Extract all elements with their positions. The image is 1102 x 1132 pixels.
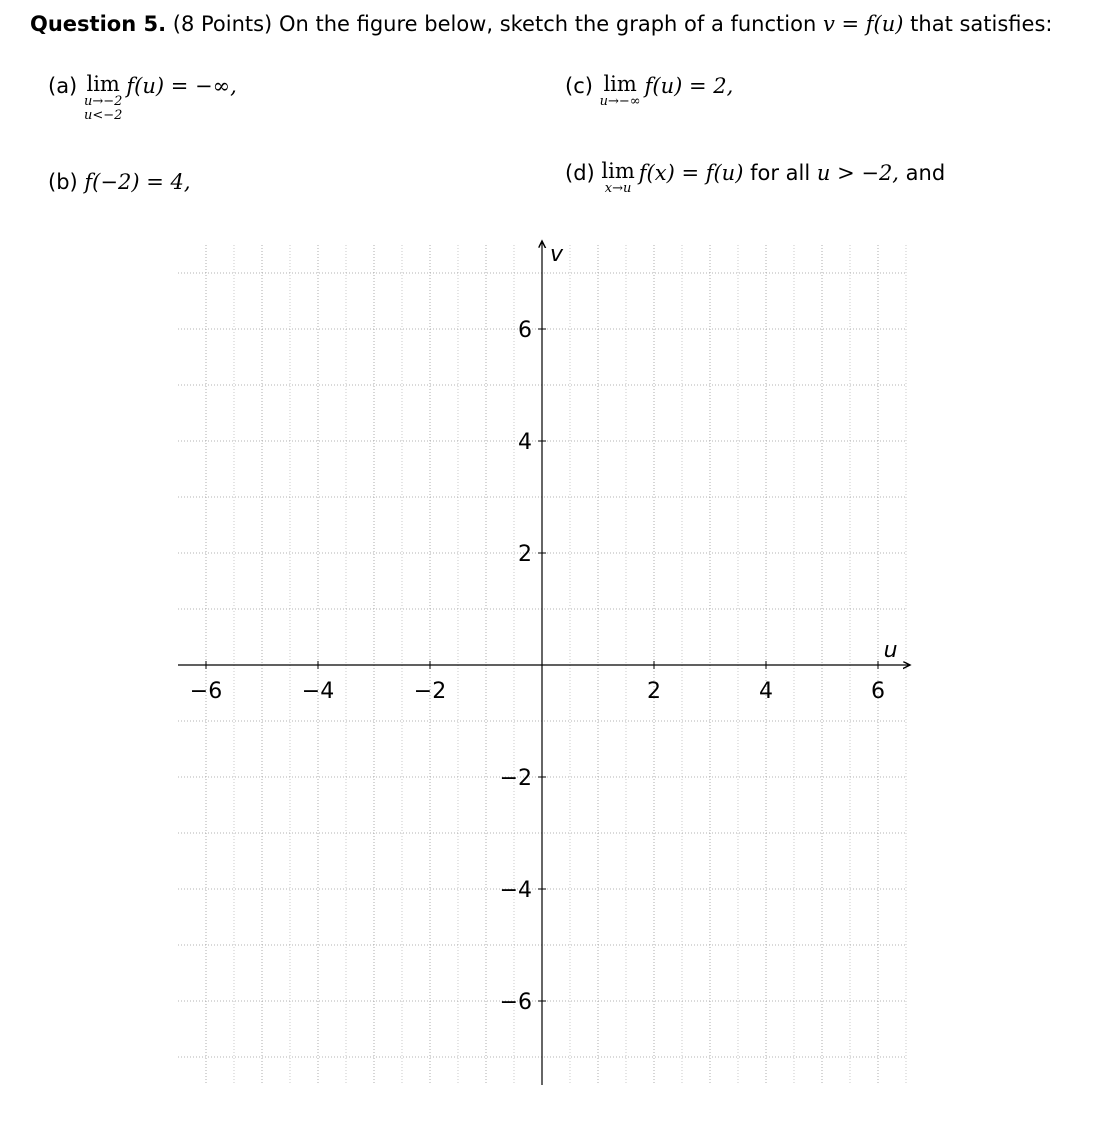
question-suffix: that satisfies: xyxy=(910,12,1053,36)
condition-c-lim-word: lim xyxy=(603,72,637,96)
y-tick-label: 4 xyxy=(518,430,532,455)
x-axis-label: u xyxy=(883,638,898,663)
x-tick-label: 6 xyxy=(871,679,885,704)
condition-c-sub1: u→−∞ xyxy=(599,94,641,109)
condition-d-sub1: x→u xyxy=(604,181,632,196)
x-tick-label: −6 xyxy=(189,679,223,704)
condition-a-lim-word: lim xyxy=(86,72,120,96)
condition-b-label: (b) xyxy=(48,170,78,194)
condition-a-sub2: u<−2 xyxy=(83,107,123,123)
condition-c-expr: f(u) = 2, xyxy=(644,74,734,98)
y-axis-label: v xyxy=(550,242,564,267)
condition-d-cond: u > −2, xyxy=(816,161,899,185)
condition-d-expr: f(x) = f(u) xyxy=(638,161,744,185)
condition-a-sub1: u→−2 xyxy=(83,94,123,109)
condition-c-label: (c) xyxy=(565,74,593,98)
y-tick-label: −6 xyxy=(499,990,532,1015)
question-label: Question 5. xyxy=(30,12,167,36)
y-tick-label: 2 xyxy=(518,542,532,567)
condition-d-tail: for all xyxy=(750,161,811,185)
question-function: v = f(u) xyxy=(822,12,904,36)
y-tick-label: −4 xyxy=(499,878,532,903)
x-tick-label: 4 xyxy=(759,679,773,704)
condition-a-label: (a) xyxy=(48,74,78,98)
x-tick-label: −4 xyxy=(301,679,335,704)
question-text: On the figure below, sketch the graph of a function xyxy=(278,12,817,36)
y-tick-label: −2 xyxy=(499,766,532,791)
condition-b-expr: f(−2) = 4, xyxy=(84,170,191,194)
x-tick-label: −2 xyxy=(413,679,447,704)
y-tick-label: 6 xyxy=(518,318,532,343)
question-points: (8 Points) xyxy=(172,12,273,36)
condition-d-and: and xyxy=(905,161,946,185)
condition-d-label: (d) xyxy=(565,161,595,185)
x-tick-label: 2 xyxy=(647,679,661,704)
condition-d-lim-word: lim xyxy=(601,159,635,183)
condition-a-expr: f(u) = −∞, xyxy=(126,74,237,98)
